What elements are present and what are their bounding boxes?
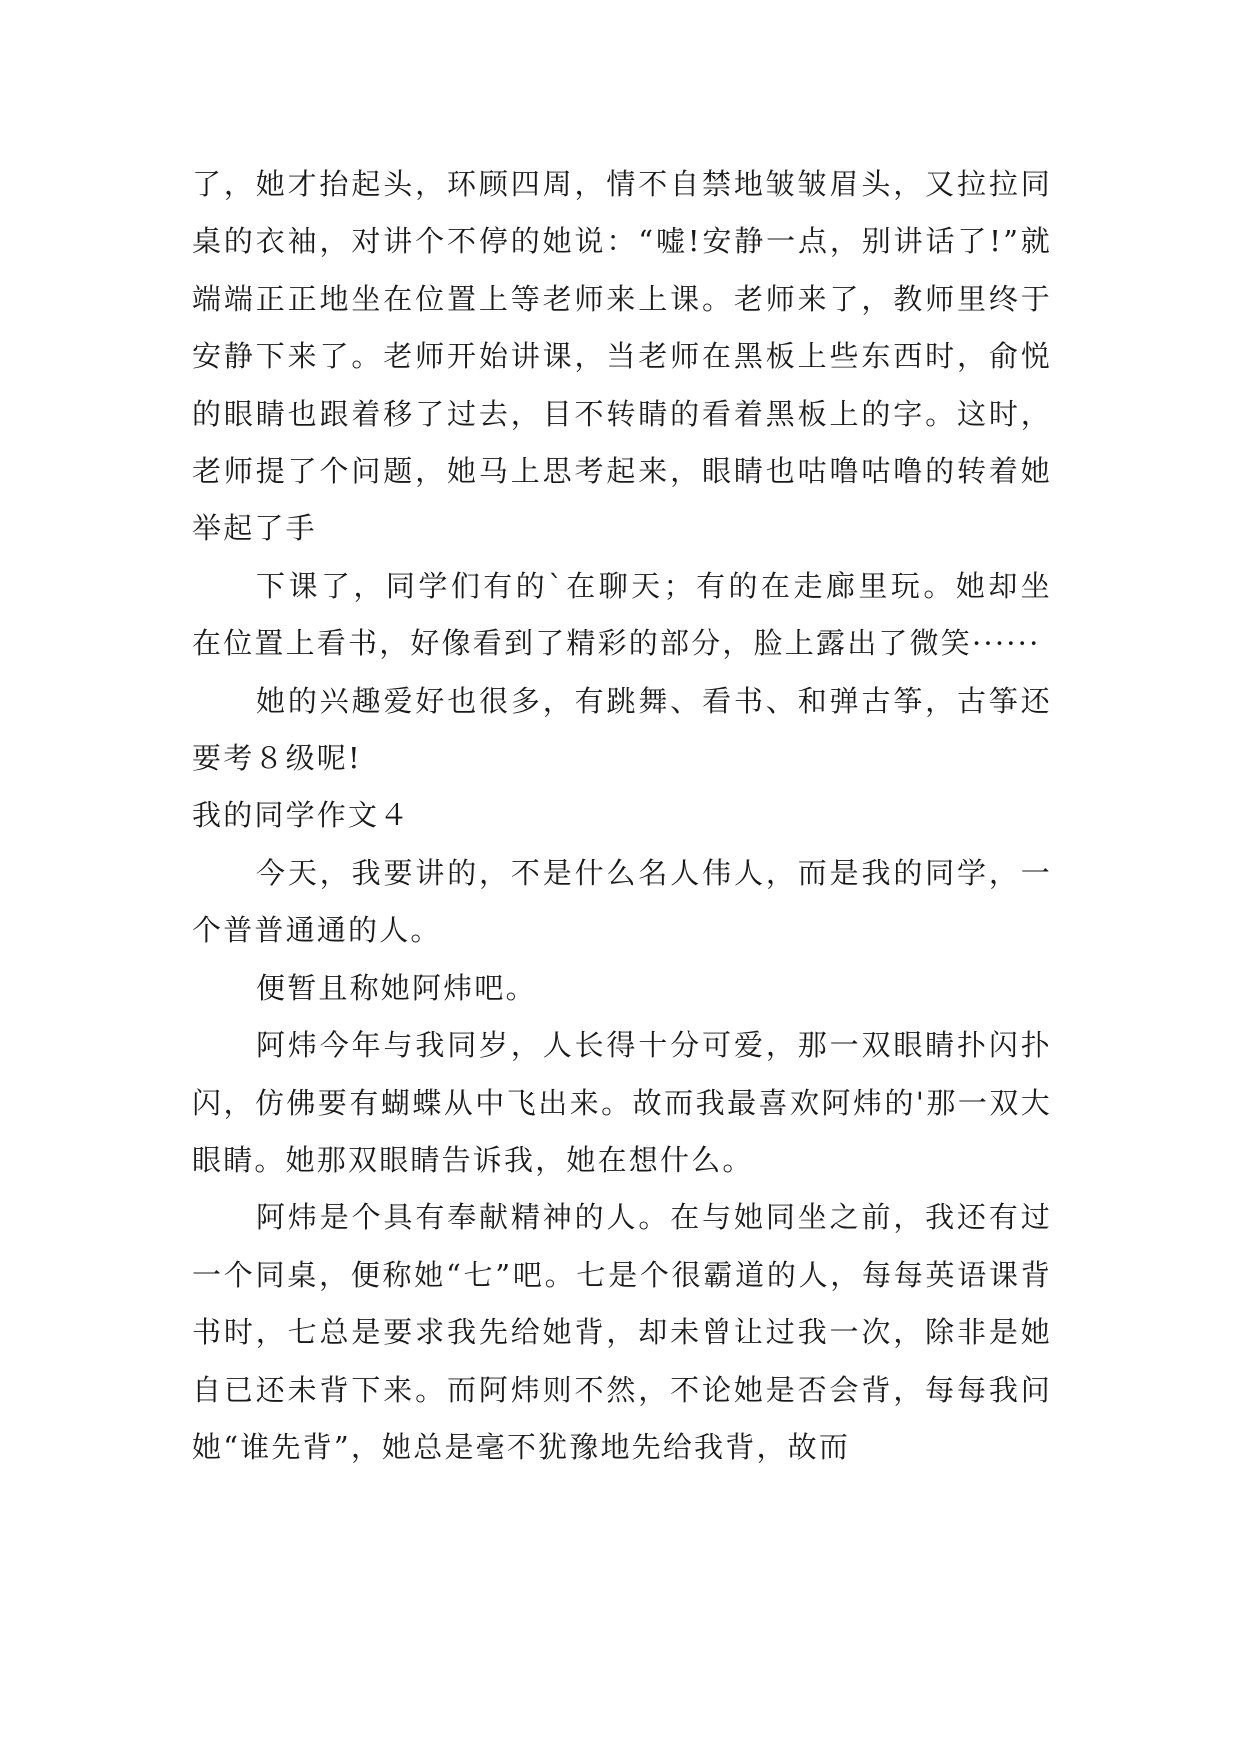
paragraph-appearance: 阿炜今年与我同岁，人长得十分可爱，那一双眼睛扑闪扑闪，仿佛要有蝴蝶从中飞出来。故而我最喜欢阿炜的'那一双大眼睛。她那双眼睛告诉我，她在想什么。	[192, 1028, 1052, 1177]
paragraph-intro: 今天，我要讲的，不是什么名人伟人，而是我的同学，一个普普通通的人。	[192, 855, 1052, 948]
paragraph-hobbies: 她的兴趣爱好也很多，有跳舞、看书、和弹古筝，古筝还要考８级呢!	[192, 683, 1052, 776]
paragraph-naming: 便暂且称她阿炜吧。	[256, 970, 537, 1005]
paragraph-continuation: 了，她才抬起头，环顾四周，情不自禁地皱皱眉头，又拉拉同桌的衣袖，对讲个不停的她说：“嘘!安静一点，别讲话了!”就端端正正地坐在位置上等老师来上课。老师来了，教师里终于安静下来了。老师开始讲课，当老师在黑板上些东西时，俞悦的眼睛也跟着移了过去，目不转睛的看着黑板上的字。这时，老师提了个问题，她马上思考起来，眼睛也咕噜咕噜的转着她举起了手	[192, 167, 1052, 546]
document-body	[192, 156, 1052, 1476]
section-heading: 我的同学作文４	[192, 798, 411, 833]
paragraph-after-class: 下课了，同学们有的`在聊天；有的在走廊里玩。她却坐在位置上看书，好像看到了精彩的部分，脸上露出了微笑······	[192, 568, 1052, 661]
paragraph-dedication: 阿炜是个具有奉献精神的人。在与她同坐之前，我还有过一个同桌，便称她“七”吧。七是个很霸道的人，每每英语课背书时，七总是要求我先给她背，却未曾让过我一次，除非是她自已还未背下来。而阿炜则不然，不论她是否会背，每每我问她“谁先背”，她总是毫不犹豫地先给我背，故而	[192, 1200, 1052, 1464]
